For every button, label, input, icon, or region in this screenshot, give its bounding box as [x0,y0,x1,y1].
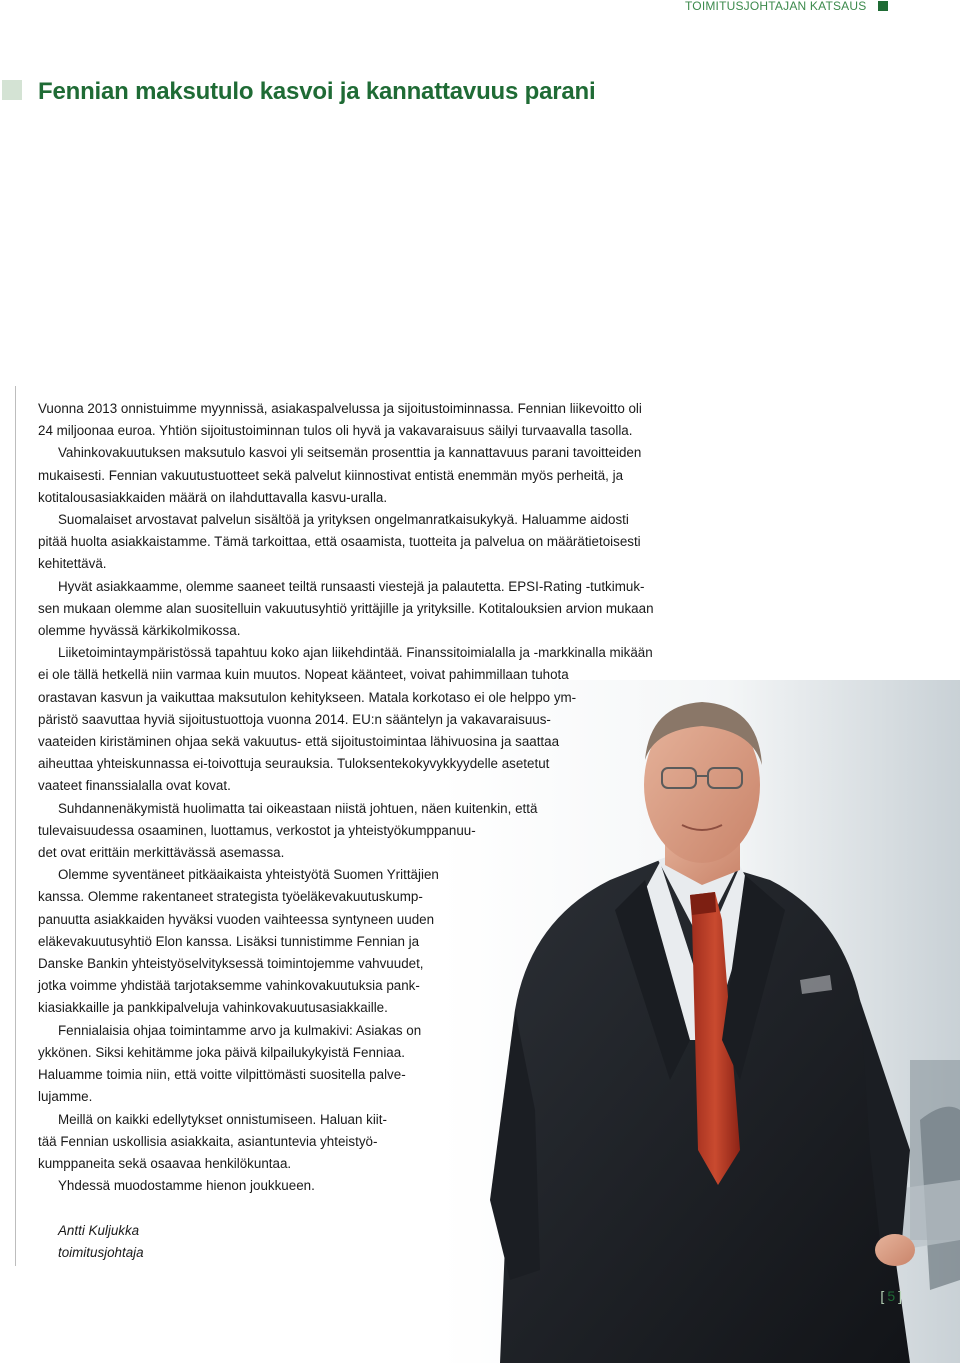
page-bracket-open: [ [880,1288,888,1304]
text-line: Vahinkovakuutuksen maksutulo kasvoi yli seitsemän prosenttia ja kannattavuus parani tavoitteiden [58,445,642,461]
paragraph-10 [38,1175,708,1197]
text-line: sen mukaan olemme alan suositelluin vakuutusyhtiö yrittäjille ja yrityksille. Kotitalouksien arvion mukaan [38,600,654,616]
text-line: Olemme syventäneet pitkäaikaista yhteistyötä Suomen Yrittäjien [58,867,439,883]
text-line: ei ole tällä hetkellä niin varmaa kuin muutos. Nopeat käänteet, voivat pahimmillaan tuhota [38,667,569,683]
page-title: Fennian maksutulo kasvoi ja kannattavuus parani [38,78,596,105]
text-line: orastavan kasvun ja vaikuttaa maksutulon kehitykseen. Matala korkotaso ei ole helppo ym- [38,689,577,705]
text-line: Meillä on kaikki edellytykset onnistumiseen. Haluan kiit- [58,1111,387,1127]
text-line: kehitettävä. [38,556,107,572]
section-marker-icon [878,1,888,11]
signature-name: Antti Kuljukka [58,1223,140,1238]
paragraph-1 [38,398,708,442]
paragraph-6 [38,798,708,865]
paragraph-4 [38,576,708,643]
signature-title: toimitusjohtaja [58,1245,144,1260]
paragraph-7 [38,864,708,1019]
left-margin-rule [15,386,16,1266]
text-line: tulevaisuudessa osaaminen, luottamus, verkostot ja yhteistyökumppanuu- [38,822,476,838]
text-line: päristö saavuttaa hyviä sijoitustuottoja vuonna 2014. EU:n sääntelyn ja vakavaraisuus- [38,711,551,727]
paragraph-2 [38,442,708,509]
text-line: kumppaneita sekä osaavaa henkilökuntaa. [38,1155,292,1171]
signature-block [58,1220,144,1264]
paragraph-3 [38,509,708,576]
text-line: panuutta asiakkaiden hyväksi vuoden vaihteessa syntyneen uuden [38,911,435,927]
page-number [880,1288,905,1304]
text-line: lujamme. [38,1089,93,1105]
text-line: vaateiden kiristäminen ohjaa sekä vakuutus- että sijoitustoimintaa lähivuosina ja saattaa [38,734,560,750]
text-line: Vuonna 2013 onnistuimme myynnissä, asiakaspalvelussa ja sijoitustoiminnassa. Fennian liikevoitto oli [38,401,642,416]
text-line: kanssa. Olemme rakentaneet strategista työeläkevakuutuskump- [38,889,423,905]
text-line: ykkönen. Siksi kehitämme joka päivä kilpailukykyistä Fenniaa. [38,1044,405,1060]
section-label-text: TOIMITUSJOHTAJAN KATSAUS [684,0,867,13]
paragraph-5 [38,642,708,797]
text-line: Fennialaisia ohjaa toimintamme arvo ja kulmakivi: Asiakas on [58,1022,422,1038]
text-line: eläkevakuutusyhtiö Elon kanssa. Lisäksi tunnistimme Fennian ja [38,933,420,949]
text-line: kiasiakkaille ja pankkipalveluja vahinkovakuutusasiakkaille. [38,1000,388,1016]
text-line: pitää huolta asiakkaistamme. Tämä tarkoittaa, että osaamista, tuotteita ja palvelua on määrätietoisesti [38,534,641,550]
paragraph-9 [38,1109,708,1176]
text-line: vaateet finanssialalla ovat kovat. [38,778,231,794]
page-bracket-close: ] [898,1288,905,1304]
section-label [685,0,888,13]
text-line: Hyvät asiakkaamme, olemme saaneet teiltä runsaasti viestejä ja palautetta. EPSI-Rating -tutkimuk- [58,578,645,594]
text-line: tää Fennian uskollisia asiakkaita, asiantuntevia yhteistyö- [38,1133,378,1149]
title-marker-icon [2,80,22,100]
paragraph-8 [38,1020,708,1109]
text-line: 24 miljoonaa euroa. Yhtiön sijoitustoiminnan tulos oli hyvä ja vakavaraisuus säilyi turvaavalla tasolla. [38,423,633,439]
text-line: Haluamme toimia niin, että voitte vilpittömästi suositella palve- [38,1067,406,1083]
text-line: aiheuttaa yhteiskunnassa ei-toivottuja seurauksia. Tuloksentekokyvykkyydelle asetetut [38,756,550,772]
text-line: Danske Bankin yhteistyöselvityksessä toimintojemme vahvuudet, [38,956,424,972]
text-line: mukaisesti. Fennian vakuutustuotteet sekä palvelut kiinnostivat entistä enemmän myös perheitä, ja [38,467,624,483]
text-line: Suhdannenäkymistä huolimatta tai oikeastaan niistä johtuen, näen kuitenkin, että [58,800,538,816]
page-number-value: 5 [887,1288,899,1304]
text-line: Liiketoimintaympäristössä tapahtuu koko ajan liikehdintää. Finanssitoimialalla ja -markkinalla mikään [58,645,653,661]
article-body [38,398,708,1197]
text-line: olemme hyvässä kärkikolmikossa. [38,623,241,639]
text-line: Yhdessä muodostamme hienon joukkueen. [58,1178,315,1194]
text-line: Suomalaiset arvostavat palvelun sisältöä ja yrityksen ongelmanratkaisukykyä. Haluamme aidosti [58,512,629,528]
text-line: kotitalousasiakkaiden määrä on ilahduttavalla kasvu-uralla. [38,489,388,505]
text-line: det ovat erittäin merkittävässä asemassa. [38,845,285,861]
text-line: jotka voimme yhdistää tarjotaksemme vahinkovakuutuksia pank- [38,978,420,994]
